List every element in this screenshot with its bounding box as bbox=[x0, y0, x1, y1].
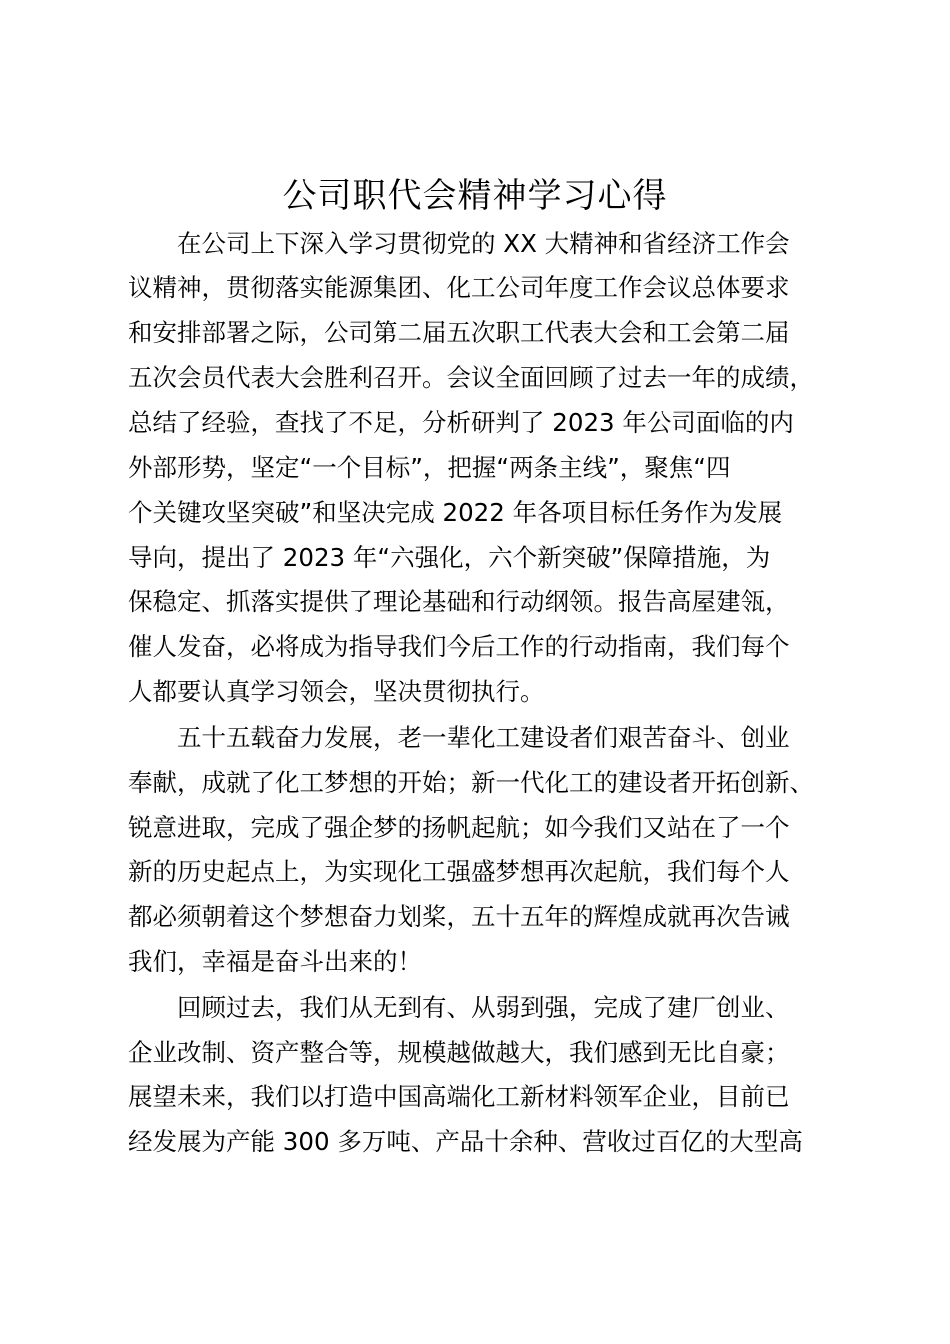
paragraph-1-line-8: 导向，提出了 2023 年“六强化，六个新突破”保障措施，为 bbox=[128, 543, 771, 572]
paragraph-1-line-5: 总结了经验，查找了不足，分析研判了 2023 年公司面临的内 bbox=[128, 408, 794, 437]
paragraph-2-line-5: 都必须朝着这个梦想奋力划桨，五十五年的辉煌成就再次告诫 bbox=[128, 902, 790, 931]
paragraph-2-line-1: 五十五载奋力发展，老一辈化工建设者们艰苦奋斗、创业 bbox=[177, 723, 790, 752]
paragraph-2-line-3: 锐意进取，完成了强企梦的扬帆起航；如今我们又站在了一个 bbox=[128, 813, 790, 842]
paragraph-2-line-2: 奉献，成就了化工梦想的开始；新一代化工的建设者开拓创新、 bbox=[128, 768, 814, 797]
paragraph-3-line-3: 展望未来，我们以打造中国高端化工新材料领军企业，目前已 bbox=[128, 1082, 790, 1111]
paragraph-1-line-9: 保稳定、抓落实提供了理论基础和行动纲领。报告高屋建瓴， bbox=[128, 587, 790, 616]
paragraph-3-line-4: 经发展为产能 300 多万吨、产品十余种、营收过百亿的大型高 bbox=[128, 1127, 803, 1156]
paragraph-1-line-10: 催人发奋，必将成为指导我们今后工作的行动指南，我们每个 bbox=[128, 632, 790, 661]
paragraph-1-line-6: 外部形势，坚定“一个目标”，把握“两条主线”，聚焦“四 bbox=[128, 453, 731, 482]
paragraph-3-line-2: 企业改制、资产整合等，规模越做越大，我们感到无比自豪； bbox=[128, 1038, 790, 1067]
paragraph-1-line-3: 和安排部署之际，公司第二届五次职工代表大会和工会第二届 bbox=[128, 318, 790, 347]
paragraph-3-line-1: 回顾过去，我们从无到有、从弱到强，完成了建厂创业、 bbox=[177, 993, 790, 1022]
paragraph-1-line-4: 五次会员代表大会胜利召开。会议全面回顾了过去一年的成绩， bbox=[128, 363, 814, 392]
paragraph-2-line-6: 我们，幸福是奋斗出来的！ bbox=[128, 947, 422, 976]
paragraph-1-line-1: 在公司上下深入学习贯彻党的 XX 大精神和省经济工作会 bbox=[177, 229, 790, 258]
paragraph-1-line-2: 议精神，贯彻落实能源集团、化工公司年度工作会议总体要求 bbox=[128, 273, 790, 302]
paragraph-1-line-11: 人都要认真学习领会，坚决贯彻执行。 bbox=[128, 677, 545, 706]
document-title: 公司职代会精神学习心得 bbox=[282, 176, 668, 216]
paragraph-1-line-7: 个关键攻坚突破”和坚决完成 2022 年各项目标任务作为发展 bbox=[128, 498, 783, 527]
paragraph-2-line-4: 新的历史起点上，为实现化工强盛梦想再次起航，我们每个人 bbox=[128, 857, 790, 886]
